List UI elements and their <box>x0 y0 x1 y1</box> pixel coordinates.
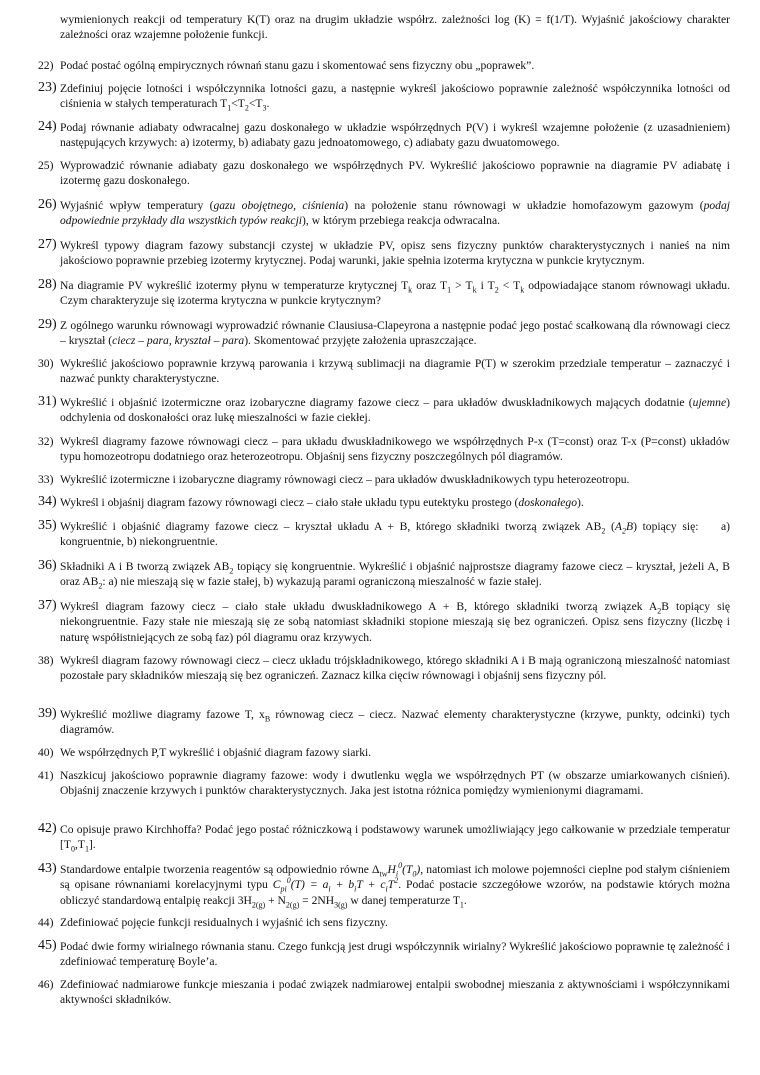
question-number: 22) <box>38 59 54 72</box>
question-44: Zdefiniować pojęcie funkcji residualnych i wyjaśnić ich sens fizyczny. <box>60 916 388 929</box>
question-number: 30) <box>38 357 54 370</box>
question-29: Z ogólnego warunku równowagi wyprowadzić równanie Clausiusa-Clapeyrona a następnie podać jego postać scałkowaną dla równowagi ciecz – kryształ (ciecz – para, kryształ – para). Skomentować przyjęte założenia upraszczające. <box>60 319 730 348</box>
question-number: 24) <box>38 119 57 134</box>
question-28: Na diagramie PV wykreślić izotermy płynu w temperaturze krytycznej $T_k$ oraz $T_1 > T_k$ i $T_2 < T_k$ odpowiadające stanom równowagi układu. Czym charakteryzuje się izoterma krytyczna w punkcie krytycznym? <box>60 279 730 308</box>
question-24: Podaj równanie adiabaty odwracalnej gazu doskonałego w układzie współrzędnych P(V) i wykreśl wzajemne położenie (z uzasadnieniem) następujących krzywych: a) izotermy, b) adiabaty gazu jednoatomowego, c) adiabaty gazu dwuatomowego. <box>60 121 730 150</box>
question-number: 37) <box>38 598 57 613</box>
question-number: 32) <box>38 435 54 448</box>
question-number: 36) <box>38 558 57 573</box>
question-21-continuation: wymienionych reakcji od temperatury K(T) oraz na drugim układzie współrz. zależności log (K) = f(1/T). Wyjaśnić jakościowy charakter zależności oraz wzajemne położenie funkcji. <box>60 13 730 42</box>
question-number: 39) <box>38 706 57 721</box>
question-number: 33) <box>38 473 54 486</box>
question-36: Składniki A i B tworzą związek $AB_2$ topiący się kongruentnie. Wykreślić i objaśnić najprostsze diagramy fazowe ciecz – kryształ, jeżeli A, B oraz $AB_2$: a) nie mieszają się w fazie stałej, b) wykazują parami ograniczoną mieszalność w fazie stałej. <box>60 560 730 591</box>
question-40: We współrzędnych P,T wykreślić i objaśnić diagram fazowy siarki. <box>60 746 372 759</box>
question-43: Standardowe entalpie tworzenia reagentów są odpowiednio równe $\Delta_{tw}H_i^0(T_0)$, natomiast ich molowe pojemności cieplne pod stałym ciśnieniem są opisane równaniami korelacyjnymi typu $C_{pi}^0(T) = a_i + b_iT + c_iT^2$. Podać postacie szczegółowe wzorów, na podstawie których można obliczyć standardową entalpię reakcji $3H_{2(g)} + N_{2(g)} = 2NH_{3(g)}$ w danej temperaturze $T_1$. <box>60 861 730 909</box>
question-27: Wykreśl typowy diagram fazowy substancji czystej w układzie PV, opisz sens fizyczny punktów charakterystycznych i nanieś na nim jakościowo poprawnie przebieg izotermy krytycznej. Podaj warunki, jakie spełnia izoterma krytyczna w punkcie krytycznym. <box>60 239 730 268</box>
question-33: Wykreślić izotermiczne i izobaryczne diagramy równowagi ciecz – para układów dwuskładnikowych typu heterozeotropu. <box>60 473 630 486</box>
question-39: Wykreślić możliwe diagramy fazowe T, $x_B$ równowag ciecz – ciecz. Nazwać elementy charakterystyczne (krzywe, punkty, odcinki) tych diagramów. <box>60 708 730 737</box>
question-26: Wyjaśnić wpływ temperatury (gazu obojętnego, ciśnienia) na położenie stanu równowagi w układzie homofazowym gazowym (podaj odpowiednie przykłady dla wszystkich typów reakcji), w którym przebiega reakcja odwracalna. <box>60 199 730 228</box>
question-46: Zdefiniować nadmiarowe funkcje mieszania i podać związek nadmiarowej entalpii swobodnej mieszania z aktywnościami i współczynnikami aktywności składników. <box>60 978 730 1007</box>
question-number: 34) <box>38 494 57 509</box>
question-number: 23) <box>38 80 57 95</box>
question-23: Zdefiniuj pojęcie lotności i współczynnika lotności gazu, a następnie wykreśl jakościowo poprawnie zależność współczynnika lotności od ciśnienia w stałych temperaturach $T_1<T_2<T_3$. <box>60 82 730 113</box>
question-number: 42) <box>38 821 57 836</box>
question-31: Wykreślić i objaśnić izotermiczne oraz izobaryczne diagramy fazowe ciecz – para układów dwuskładnikowych mających dodatnie (ujemne) odchylenia od doskonałości oraz lukę mieszalności w fazie ciekłej. <box>60 396 730 425</box>
question-45: Podać dwie formy wirialnego równania stanu. Czego funkcją jest drugi współczynnik wirialny? Wykreślić jakościowo poprawnie tę zależność i zdefiniować temperaturę Boyle’a. <box>60 940 730 969</box>
question-41: Naszkicuj jakościowo poprawnie diagramy fazowe: wody i dwutlenku węgla we współrzędnych PT (w obszarze umiarkowanych ciśnień). Objaśnij znaczenie krzywych i punktów charakterystycznych. Jaka jest istotna różnica pomiędzy wymienionymi diagramami. <box>60 769 730 798</box>
question-number: 26) <box>38 197 57 212</box>
question-number: 25) <box>38 159 54 172</box>
question-number: 40) <box>38 746 54 759</box>
question-number: 28) <box>38 277 57 292</box>
question-number: 43) <box>38 861 57 876</box>
question-number: 46) <box>38 978 54 991</box>
question-42: Co opisuje prawo Kirchhoffa? Podać jego postać różniczkową i podstawowy warunek umożliwiający jego całkowanie w przedziale temperatur $[T_0,T_1]$. <box>60 823 730 854</box>
question-32: Wykreśl diagramy fazowe równowagi ciecz – para układu dwuskładnikowego we współrzędnych P-x (T=const) oraz T-x (P=const) układów typu homozeotropu dodatniego oraz heterozeotropu. Objaśnij sens fizyczny poszczególnych pól diagramów. <box>60 435 730 464</box>
question-25: Wyprowadzić równanie adiabaty gazu doskonałego we współrzędnych PV. Wykreślić jakościowo poprawnie na diagramie PV adiabatę i izotermę gazu doskonałego. <box>60 159 730 188</box>
question-number: 31) <box>38 394 57 409</box>
question-22: Podać postać ogólną empirycznych równań stanu gazu i skomentować sens fizyczny obu „poprawek”. <box>60 59 535 72</box>
question-34: Wykreśl i objaśnij diagram fazowy równowagi ciecz – ciało stałe układu typu eutektyku prostego (doskonałego). <box>60 496 584 509</box>
question-number: 45) <box>38 938 57 953</box>
question-number: 29) <box>38 317 57 332</box>
question-38: Wykreśl diagram fazowy równowagi ciecz – ciecz układu trójskładnikowego, którego składniki A i B mają ograniczoną mieszalność natomiast pozostałe pary składników mieszają się bez ograniczeń. Zaznacz kilka cięciw równowagi i objaśnij sens fizyczny pól. <box>60 654 730 683</box>
question-30: Wykreślić jakościowo poprawnie krzywą parowania i krzywą sublimacji na diagramie P(T) w szerokim przedziale temperatur – zaznaczyć i nazwać punkty charakterystyczne. <box>60 357 730 386</box>
question-number: 44) <box>38 916 54 929</box>
question-number: 27) <box>38 237 57 252</box>
question-number: 38) <box>38 654 54 667</box>
question-35: Wykreślić i objaśnić diagramy fazowe ciecz – kryształ układu A + B, którego składniki tworzą związek $AB_2$ $(A_2B)$ topiący się: a) kongruentnie, b) niekongruentnie. <box>60 520 731 549</box>
question-number: 41) <box>38 769 54 782</box>
question-number: 35) <box>38 518 57 533</box>
question-37: Wykreśl diagram fazowy ciecz – ciało stałe układu dwuskładnikowego A + B, którego składniki tworzą związek $A_2B$ topiący się niekongruentnie. Fazy stałe nie mieszają się ze sobą natomiast składniki stopione mieszają się bez ograniczeń. Opisz sens fizyczny (liczbę i naturę współistniejących ze sobą faz) pól diagramu oraz krzywych. <box>60 600 730 644</box>
